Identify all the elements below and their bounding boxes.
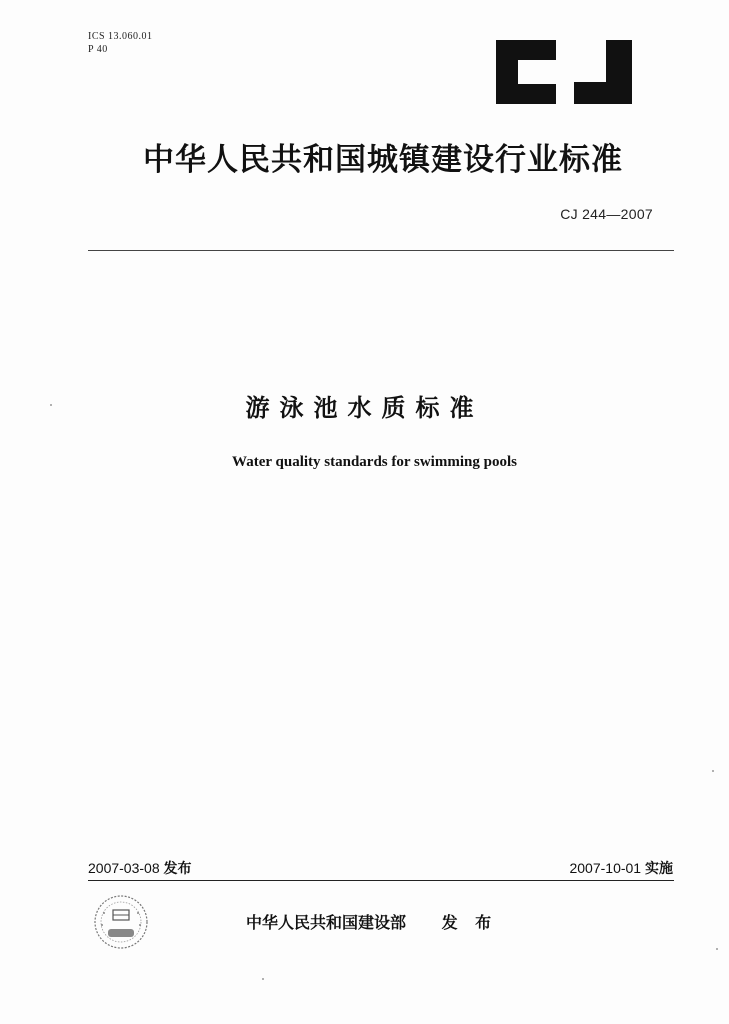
standard-number: CJ 244—2007 [560,206,653,222]
implementation-date-line [569,858,673,878]
classification-codes [88,30,153,56]
issue-date-line [88,858,192,878]
bottom-divider [88,880,674,881]
ics-code: ICS 13.060.01 [88,31,153,42]
scan-speck [712,770,714,772]
standard-category-title: 中华人民共和国城镇建设行业标准 [143,142,623,178]
cj-logo-letter-j [574,40,632,104]
implementation-date: 2007-10-01 [569,860,642,876]
publisher-line [246,910,497,933]
scan-speck [50,404,52,406]
ministry-seal-stamp [92,893,150,951]
category-code: P 40 [88,44,108,55]
issue-label: 发布 [163,861,192,877]
scan-speck [262,978,264,980]
publisher-action: 发 布 [441,913,498,932]
scan-speck [716,948,718,950]
issue-date: 2007-03-08 [88,860,160,876]
top-divider [88,250,674,251]
implementation-label: 实施 [645,861,673,877]
document-title-chinese: 游泳池水质标准 [245,394,484,422]
document-title-english: Water quality standards for swimming pools [232,454,517,470]
cj-logo [494,38,634,106]
publisher-name: 中华人民共和国建设部 [246,913,407,932]
